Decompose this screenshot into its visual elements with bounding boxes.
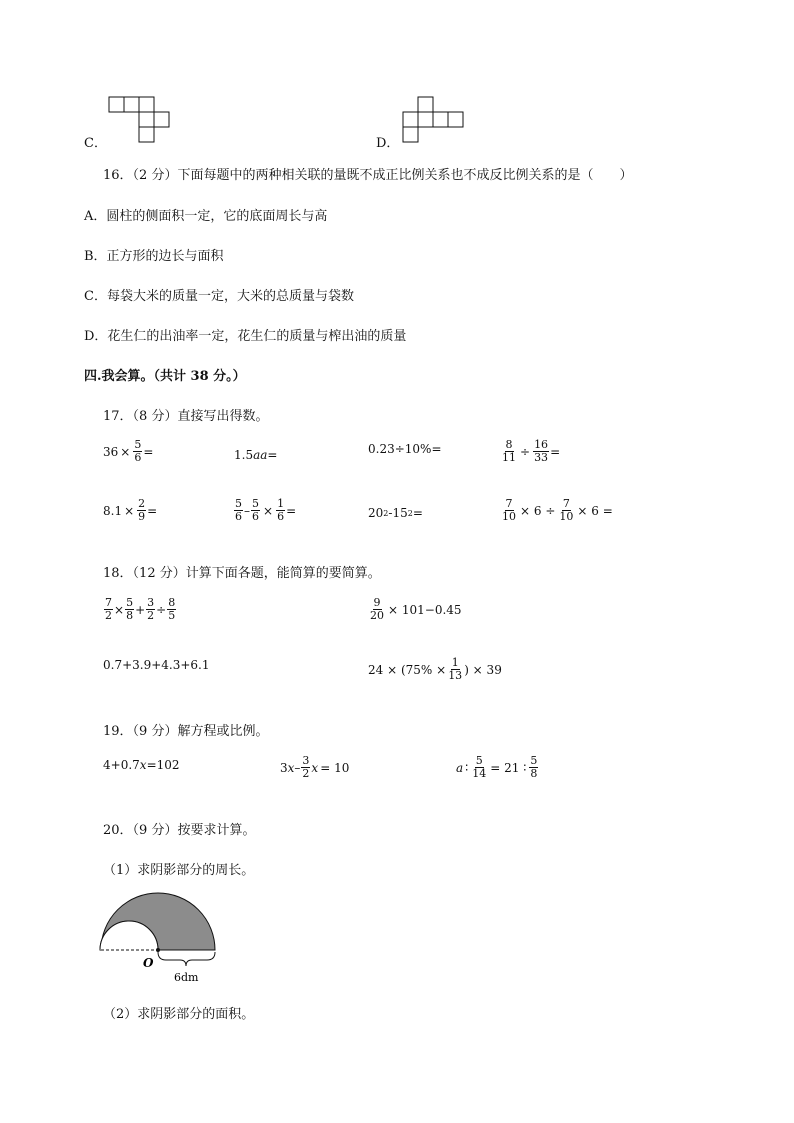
cube-net-d <box>402 96 468 144</box>
q18-expr-4: 24 × (75% × $\frac{1}{13}$ ) × 39 <box>368 656 502 682</box>
q19-eq-3: a ∶ $\frac{5}{14}$ = 21 ∶ $\frac{5}{8}$ <box>456 754 538 780</box>
q16-option-c: C．每袋大米的质量一定，大米的总质量与袋数 <box>84 289 354 304</box>
q20-stem: 20．（9 分）按要求计算。 <box>103 823 256 838</box>
cube-net-c <box>108 96 172 144</box>
q17-expr-5: 8.1 × $\frac{2}{9}$ = <box>103 497 158 523</box>
q17-expr-6: $\frac{5}{6}$ – $\frac{5}{6}$ × $\frac{1}{6}$ = <box>235 497 297 523</box>
q19-stem: 19．（9 分）解方程或比例。 <box>103 724 269 739</box>
q20-part-2: （2）求阴影部分的面积。 <box>103 1007 255 1022</box>
q16-option-a: A．圆柱的侧面积一定，它的底面周长与高 <box>84 209 328 224</box>
q17-expr-3: 0.23÷10%= <box>368 442 442 456</box>
q17-expr-1: 36 × $\frac{5}{6}$ = <box>103 438 154 464</box>
semicircle-figure <box>96 888 226 988</box>
q18-expr-1: $\frac{7}{2}$ × $\frac{5}{8}$ + $\frac{3}{2}$ ÷ $\frac{8}{5}$ <box>105 596 176 622</box>
q17-stem: 17．（8 分）直接写出得数。 <box>103 409 269 424</box>
q19-eq-2: 3 x – $\frac{3}{2}$ x = 10 <box>280 754 350 780</box>
center-point <box>156 948 160 952</box>
option-c-label: C． <box>84 136 107 151</box>
section-heading: 四.我会算。（共计 38 分。） <box>84 369 246 384</box>
q18-stem: 18．（12 分）计算下面各题，能简算的要简算。 <box>103 566 381 581</box>
q16-stem: 16．（2 分）下面每题中的两种相关联的量既不成正比例关系也不成反比例关系的是（ ） <box>103 168 633 183</box>
center-label: O <box>143 956 154 970</box>
q18-expr-3: 0.7+3.9+4.3+6.1 <box>103 658 210 672</box>
q18-expr-2: $\frac{9}{20}$ × 101−0.45 <box>370 596 462 622</box>
option-d-label: D． <box>376 136 400 151</box>
dimension-label: 6dm <box>174 971 199 984</box>
q17-expr-7: 20 2 - 15 2 = <box>368 506 423 520</box>
dimension-brace <box>158 952 215 966</box>
q17-expr-8: $\frac{7}{10}$ × 6 ÷ $\frac{7}{10}$ × 6 = <box>502 497 613 523</box>
q19-eq-1: 4+0.7 x =102 <box>103 758 180 772</box>
q17-expr-2: 1.5 aa = <box>234 448 278 462</box>
q17-expr-4: $\frac{8}{11}$ ÷ $\frac{16}{33}$ = <box>502 438 561 464</box>
q16-option-d: D．花生仁的出油率一定，花生仁的质量与榨出油的质量 <box>84 329 407 344</box>
q20-part-1: （1）求阴影部分的周长。 <box>103 863 255 878</box>
q16-option-b: B．正方形的边长与面积 <box>84 249 224 264</box>
